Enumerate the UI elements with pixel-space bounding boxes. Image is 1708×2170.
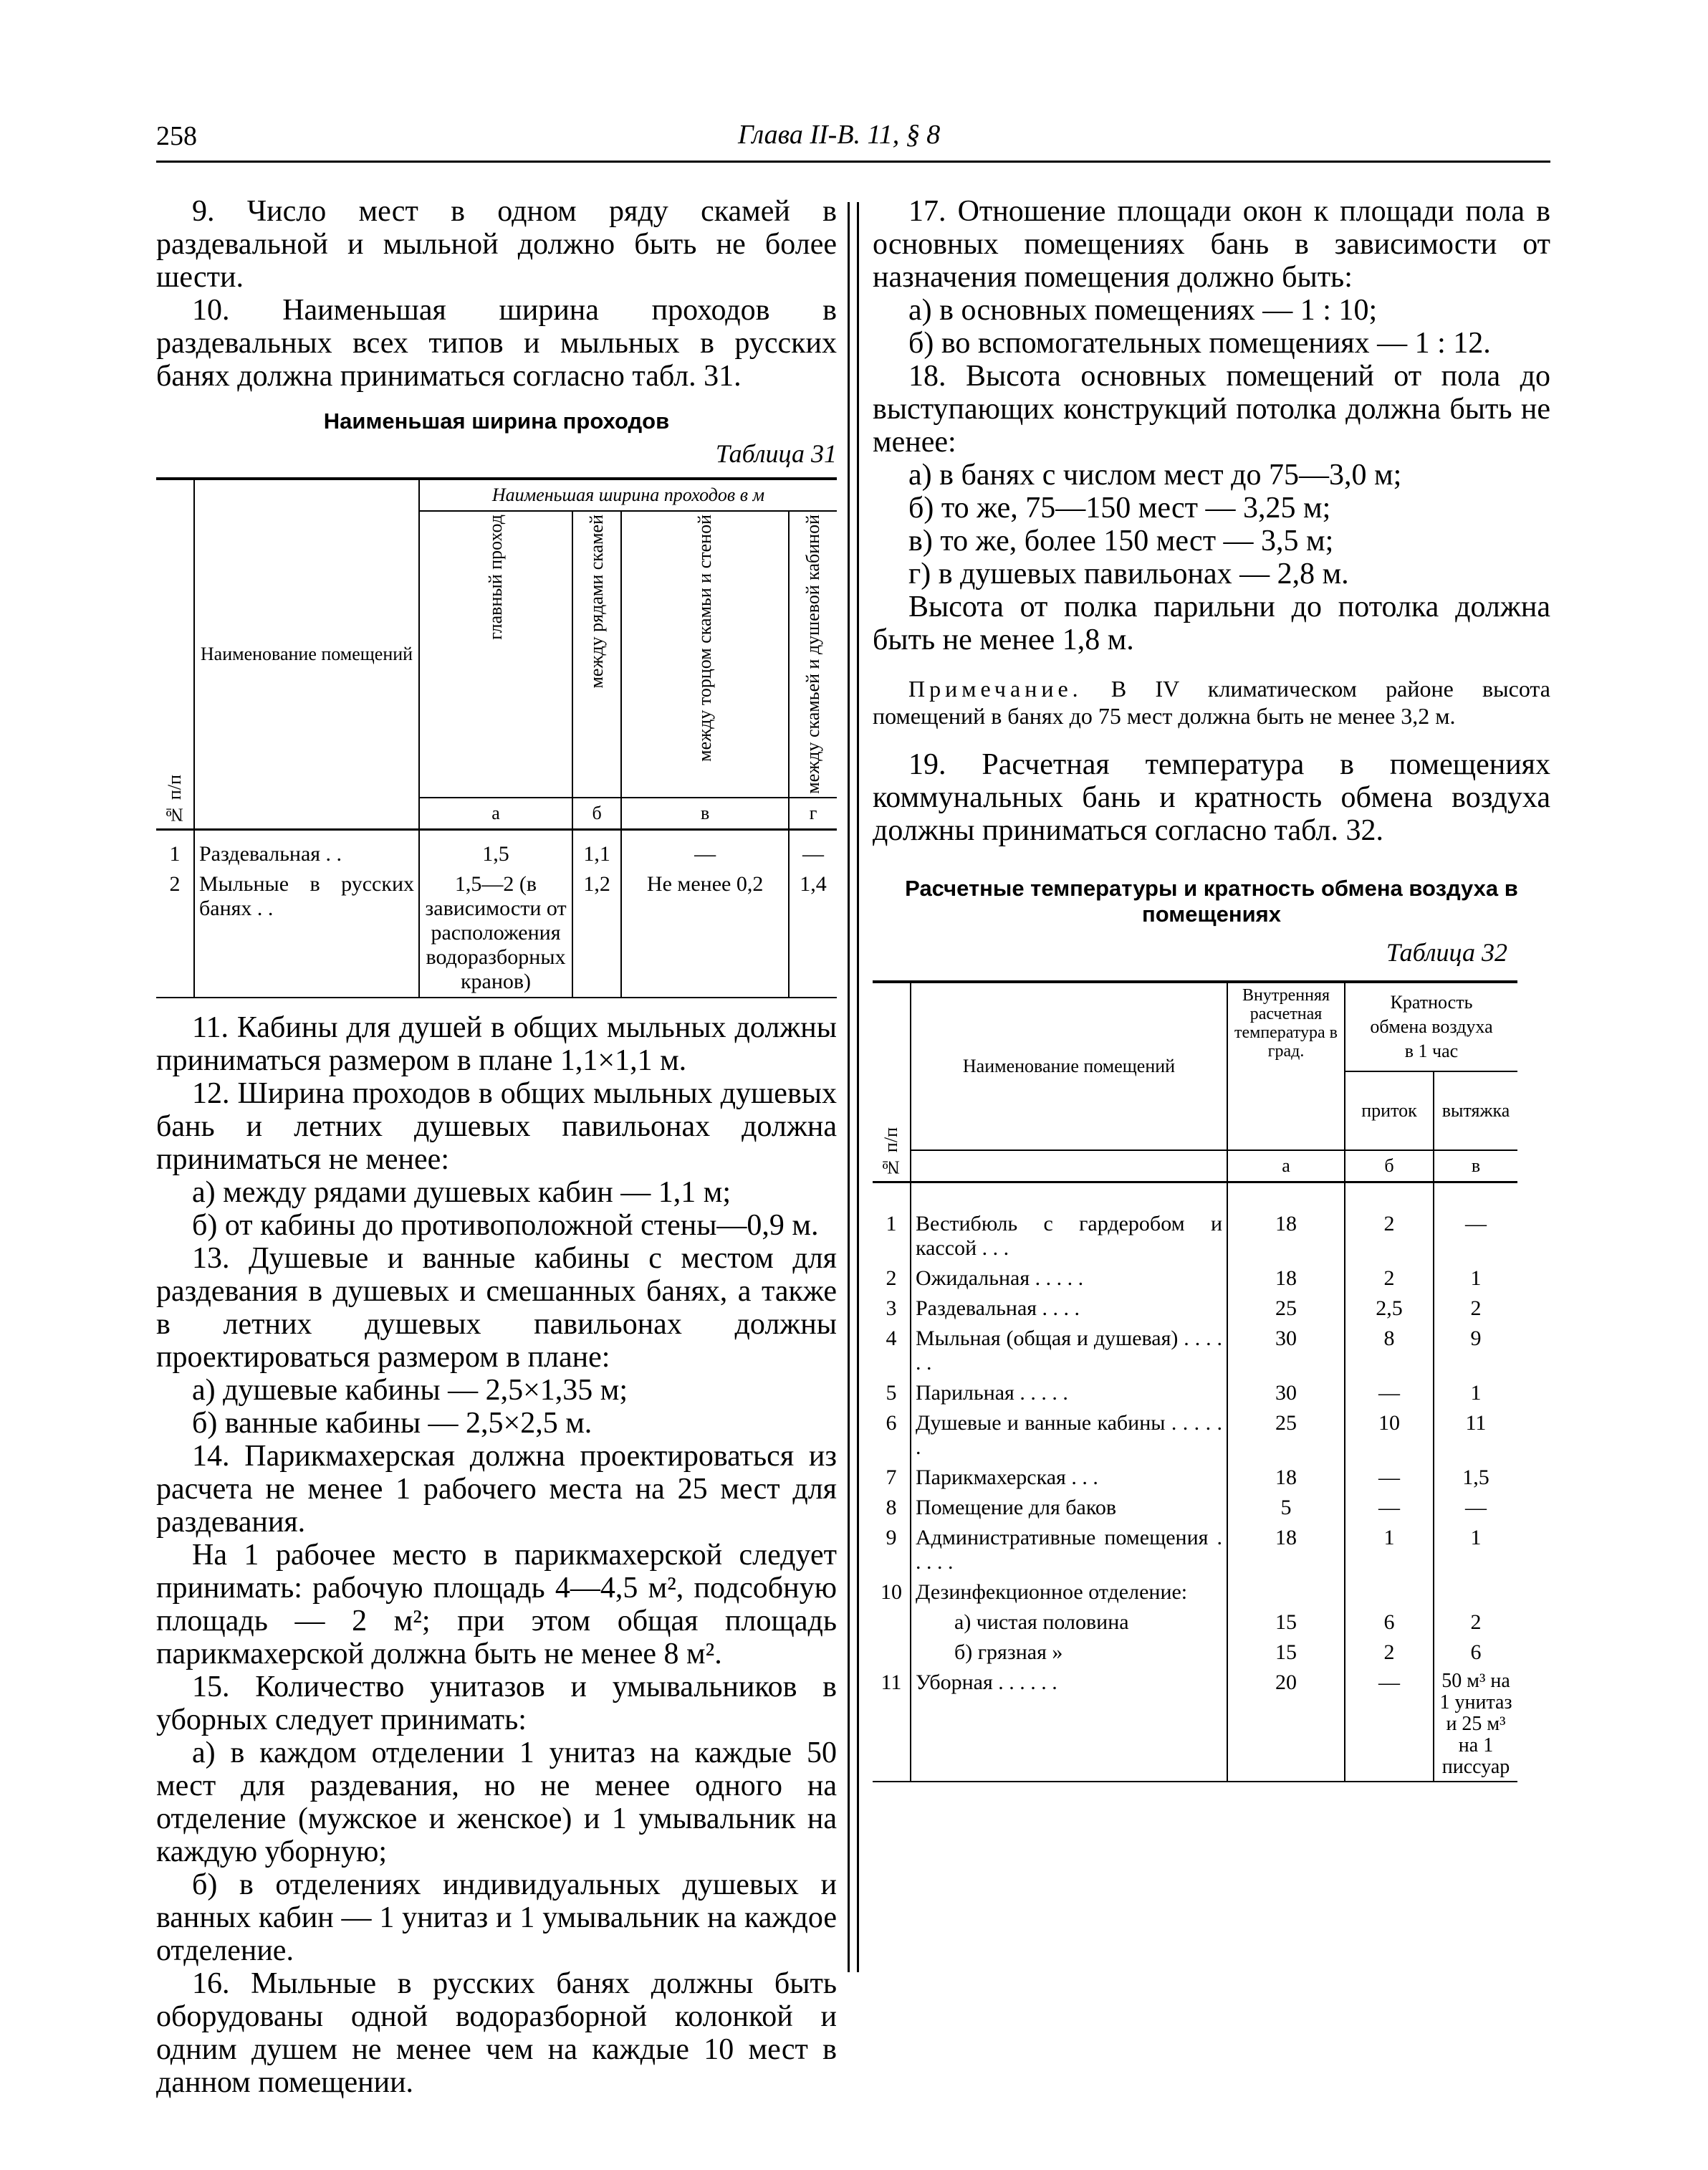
paragraph-19: 19. Расчетная температура в помещениях коммунальных бань и кратность обмена воздуха должны приниматься согласно табл. 32. [873, 748, 1550, 847]
paragraph-17a: а) в основных помещениях — 1 : 10; [908, 294, 1378, 327]
paragraph-12a: а) между рядами душевых кабин — 1,1 м; [192, 1175, 731, 1209]
t31-header-group: Наименьшая ширина проходов в м [419, 479, 837, 511]
table-row: 1 Раздевальная . . 1,5 1,1 — — [156, 829, 837, 869]
t31-header-number: № п/п [164, 775, 185, 826]
column-separator [848, 202, 859, 1972]
t32-header-temp: Внутренняя расчетная температура в град. [1227, 982, 1345, 1150]
table-row: 8 Помещение для баков 5 — — [873, 1493, 1517, 1523]
t32-body [873, 1182, 1517, 1782]
table-row: 7 Парикмахерская . . . 18 — 1,5 [873, 1463, 1517, 1493]
table-32 [873, 980, 1517, 1782]
table-32-caption: Расчетные температуры и кратность обмена воздуха в помещениях [905, 876, 1518, 927]
paragraph-12b: б) от кабины до противоположной стены—0,9 м. [192, 1208, 819, 1242]
note [873, 675, 1550, 730]
paragraph-13a: а) душевые кабины — 2,5×1,35 м; [192, 1373, 628, 1407]
t32-label-a: а [1227, 1150, 1345, 1182]
header-rule [156, 161, 1550, 163]
paragraph-15a: а) в каждом отделении 1 унитаз на каждые 50 мест для раздевания, но не менее одного на отделение (мужское и женское) и 1 умывальник на каждую уборную; [156, 1736, 837, 1868]
paragraph-13b: б) ванные кабины — 2,5×2,5 м. [192, 1406, 592, 1440]
t31-label-c: в [621, 798, 789, 830]
paragraph-10: 10. Наименьшая ширина проходов в раздевальных всех типов и мыльных в русских банях должна приниматься согласно табл. 31. [156, 294, 837, 393]
table-31-caption: Наименьшая ширина проходов [323, 408, 670, 434]
paragraph-18b: б) то же, 75—150 мест — 3,25 м; [908, 492, 1331, 525]
paragraph-12: 12. Ширина проходов в общих мыльных душевых бань и летних душевых павильонах должна приниматься не менее: [156, 1076, 837, 1176]
table-row: 10 Дезинфекционное отделение: [873, 1577, 1517, 1607]
page-number: 258 [156, 121, 197, 151]
t31-label-b: б [572, 798, 621, 830]
paragraph-18a: а) в банях с числом мест до 75—3,0 м; [908, 459, 1402, 492]
t32-header-in: приток [1345, 1071, 1434, 1150]
t32-header-number: № п/п [881, 1127, 901, 1178]
table-row: 11 Уборная . . . . . . 20 — 50 м³ на 1 унитаз и 25 м³ на 1 писсуар [873, 1668, 1517, 1782]
paragraph-17b: б) во вспомогательных помещениях — 1 : 12. [908, 327, 1491, 360]
t31-header-b: между рядами скамей [586, 515, 608, 689]
table-row: б) грязная » 15 2 6 [873, 1638, 1517, 1668]
paragraph-9: 9. Число мест в одном ряду скамей в раздевальной и мыльной должно быть не более шести. [156, 195, 837, 294]
note-label: Примечание. [908, 676, 1083, 702]
t31-header-a: главный проход [485, 515, 506, 640]
t32-header-group: Кратность обмена воздуха в 1 час [1345, 982, 1517, 1071]
paragraph-18c: в) то же, более 150 мест — 3,5 м; [908, 525, 1334, 558]
t31-label-a: а [419, 798, 572, 830]
paragraph-14b: На 1 рабочее место в парикмахерской следует принимать: рабочую площадь 4—4,5 м², подсобную площадь — 2 м²; при этом общая площадь парикмахерской должна быть не менее 8 м². [156, 1538, 837, 1670]
paragraph-13: 13. Душевые и ванные кабины с местом для раздевания в душевых и смешанных банях, а также в летних душевых павильонах должны проектироваться размером в плане: [156, 1241, 837, 1374]
paragraph-17: 17. Отношение площади окон к площади пола в основных помещениях бань в зависимости от назначения помещения должно быть: [873, 195, 1550, 294]
t32-header-out: вытяжка [1441, 1100, 1510, 1121]
table-row: 6 Душевые и ванные кабины . . . . . . 25 10 11 [873, 1408, 1517, 1463]
paragraph-14: 14. Парикмахерская должна проектироваться из расчета не менее 1 рабочего места на 25 мест для раздевания. [156, 1439, 837, 1539]
paragraph-15: 15. Количество унитазов и умывальников в уборных следует принимать: [156, 1670, 837, 1736]
paragraph-18d: г) в душевых павильонах — 2,8 м. [908, 558, 1349, 591]
table-row: 4 Мыльная (общая и душевая) . . . . . . 30 8 9 [873, 1324, 1517, 1378]
t31-header-c: между торцом скамьи и стеной [694, 515, 716, 762]
table-31-number: Таблица 31 [715, 439, 837, 468]
paragraph-18: 18. Высота основных помещений от пола до выступающих конструкций потолка должна быть не менее: [873, 360, 1550, 459]
paragraph-18e: Высота от полка парильни до потолка должна быть не менее 1,8 м. [873, 591, 1550, 656]
table-row: 1 Вестибюль с гардеробом и кассой . . . 18 2 — [873, 1182, 1517, 1264]
t31-label-d: г [809, 802, 817, 823]
table-row: 3 Раздевальная . . . . 25 2,5 2 [873, 1294, 1517, 1324]
t32-label-b: б [1345, 1150, 1434, 1182]
table-row: 5 Парильная . . . . . 30 — 1 [873, 1378, 1517, 1408]
t32-header-name: Наименование помещений [911, 982, 1227, 1150]
left-column [156, 195, 837, 2099]
table-32-number: Таблица 32 [1386, 938, 1507, 967]
table-row: 9 Административные помещения . . . . . 18 1 1 [873, 1523, 1517, 1577]
table-row: 2 Ожидальная . . . . . 18 2 1 [873, 1263, 1517, 1294]
paragraph-15b: б) в отделениях индивидуальных душевых и ванных кабин — 1 унитаз и 1 умывальник на каждое отделение. [156, 1868, 837, 1967]
table-row: 2 Мыльные в русских банях . . 1,5—2 (в зависимости от расположения водоразборных кранов) 1,2 Не менее 0,2 1,4 [156, 869, 837, 998]
running-head: Глава II-В. 11, § 8 [738, 120, 941, 150]
paragraph-11: 11. Кабины для душей в общих мыльных должны приниматься размером в плане 1,1×1,1 м. [156, 1010, 837, 1077]
right-column [873, 195, 1550, 1782]
table-row: а) чистая половина 15 6 2 [873, 1607, 1517, 1638]
t31-header-name: Наименование помещений [194, 479, 419, 829]
t31-header-d: между скамьей и душевой кабиной [802, 515, 824, 794]
t32-label-c: в [1471, 1155, 1481, 1176]
note-text: В IV климатическом районе высота помещений в банях до 75 мест должна быть не менее 3,2 м. [873, 676, 1551, 729]
table-31 [156, 477, 837, 998]
paragraph-16: 16. Мыльные в русских банях должны быть оборудованы одной водоразборной колонкой и одним душем не менее чем на каждые 10 мест в данном помещении. [156, 1966, 837, 2099]
